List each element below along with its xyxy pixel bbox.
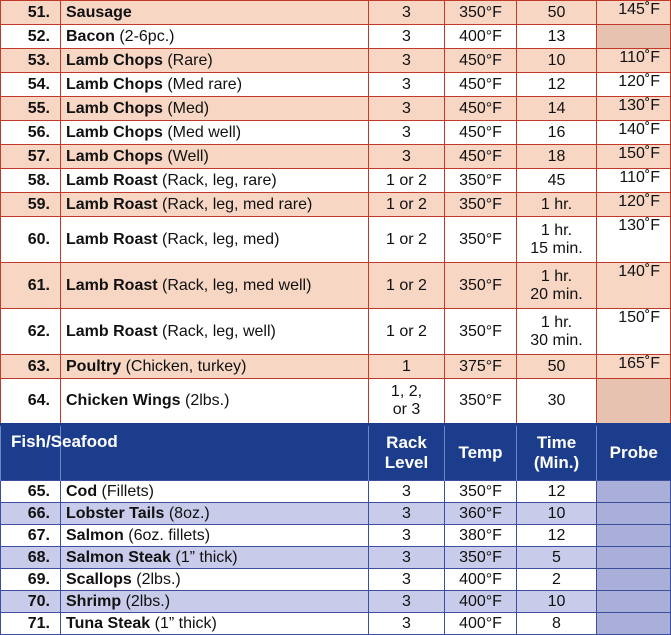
rack-level: 3 bbox=[369, 481, 445, 503]
table-row bbox=[1, 569, 671, 591]
row-number: 68. bbox=[1, 547, 61, 569]
temperature: 450°F bbox=[445, 73, 517, 97]
food-name: Chicken Wings (2lbs.) bbox=[61, 379, 369, 425]
temperature: 350°F bbox=[445, 547, 517, 569]
row-number: 54. bbox=[1, 73, 61, 97]
table-row bbox=[1, 97, 671, 121]
table-row bbox=[1, 1, 671, 25]
table-row bbox=[1, 263, 671, 309]
cook-time: 12 bbox=[517, 525, 597, 547]
probe-temp: 130˚F bbox=[597, 217, 671, 263]
food-name: Bacon (2-6pc.) bbox=[61, 25, 369, 49]
probe-cell bbox=[597, 503, 671, 525]
table-row bbox=[1, 613, 671, 635]
probe-temp bbox=[597, 25, 671, 49]
cook-time: 14 bbox=[517, 97, 597, 121]
temperature: 350°F bbox=[445, 217, 517, 263]
time-header: Time (Min.) bbox=[517, 425, 597, 481]
temperature: 380°F bbox=[445, 525, 517, 547]
food-name: Shrimp (2lbs.) bbox=[61, 591, 369, 613]
probe-temp: 130˚F bbox=[597, 97, 671, 121]
table-row bbox=[1, 547, 671, 569]
table-row bbox=[1, 591, 671, 613]
food-name: Lamb Roast (Rack, leg, rare) bbox=[61, 169, 369, 193]
probe-temp: 150˚F bbox=[597, 145, 671, 169]
cook-time: 10 bbox=[517, 503, 597, 525]
food-name: Lamb Chops (Well) bbox=[61, 145, 369, 169]
fish-seafood-header bbox=[1, 425, 671, 481]
cook-time: 50 bbox=[517, 355, 597, 379]
cook-time: 45 bbox=[517, 169, 597, 193]
cook-time: 1 hr. 30 min. bbox=[517, 309, 597, 355]
probe-cell bbox=[597, 481, 671, 503]
table-row bbox=[1, 169, 671, 193]
food-name: Lamb Chops (Rare) bbox=[61, 49, 369, 73]
cook-time: 2 bbox=[517, 569, 597, 591]
food-name: Sausage bbox=[61, 1, 369, 25]
table-row bbox=[1, 525, 671, 547]
probe-cell bbox=[597, 569, 671, 591]
food-name: Lobster Tails (8oz.) bbox=[61, 503, 369, 525]
probe-cell bbox=[597, 591, 671, 613]
row-number: 70. bbox=[1, 591, 61, 613]
rack-level: 3 bbox=[369, 25, 445, 49]
row-number: 63. bbox=[1, 355, 61, 379]
row-number: 53. bbox=[1, 49, 61, 73]
rack-level: 3 bbox=[369, 547, 445, 569]
food-name: Lamb Roast (Rack, leg, med rare) bbox=[61, 193, 369, 217]
rack-level: 3 bbox=[369, 1, 445, 25]
food-name: Lamb Roast (Rack, leg, med) bbox=[61, 217, 369, 263]
rack-level: 1 or 2 bbox=[369, 169, 445, 193]
temperature: 400°F bbox=[445, 591, 517, 613]
rack-level-header: Rack Level bbox=[369, 425, 445, 481]
probe-temp: 145˚F bbox=[597, 1, 671, 25]
temperature: 375°F bbox=[445, 355, 517, 379]
temp-header: Temp bbox=[445, 425, 517, 481]
probe-temp: 120˚F bbox=[597, 73, 671, 97]
temperature: 350°F bbox=[445, 169, 517, 193]
cook-time: 13 bbox=[517, 25, 597, 49]
temperature: 400°F bbox=[445, 613, 517, 635]
rack-level: 1 or 2 bbox=[369, 309, 445, 355]
temperature: 400°F bbox=[445, 569, 517, 591]
rack-level: 3 bbox=[369, 49, 445, 73]
probe-temp: 140˚F bbox=[597, 121, 671, 145]
probe-temp bbox=[597, 379, 671, 425]
table-row bbox=[1, 145, 671, 169]
row-number: 69. bbox=[1, 569, 61, 591]
table-row bbox=[1, 379, 671, 425]
cook-time: 12 bbox=[517, 481, 597, 503]
cook-time: 16 bbox=[517, 121, 597, 145]
table-row bbox=[1, 503, 671, 525]
food-name: Lamb Roast (Rack, leg, med well) bbox=[61, 263, 369, 309]
row-number: 55. bbox=[1, 97, 61, 121]
rack-level: 3 bbox=[369, 569, 445, 591]
temperature: 350°F bbox=[445, 1, 517, 25]
row-number: 67. bbox=[1, 525, 61, 547]
probe-temp: 110˚F bbox=[597, 49, 671, 73]
table-row bbox=[1, 121, 671, 145]
food-name: Scallops (2lbs.) bbox=[61, 569, 369, 591]
cook-time: 50 bbox=[517, 1, 597, 25]
temperature: 400°F bbox=[445, 25, 517, 49]
cook-time: 10 bbox=[517, 591, 597, 613]
table-row bbox=[1, 25, 671, 49]
temperature: 350°F bbox=[445, 309, 517, 355]
food-name: Salmon (6oz. fillets) bbox=[61, 525, 369, 547]
table-row bbox=[1, 73, 671, 97]
row-number: 52. bbox=[1, 25, 61, 49]
row-number: 57. bbox=[1, 145, 61, 169]
rack-level: 1 or 2 bbox=[369, 217, 445, 263]
cook-time: 1 hr. 15 min. bbox=[517, 217, 597, 263]
temperature: 360°F bbox=[445, 503, 517, 525]
temperature: 450°F bbox=[445, 49, 517, 73]
row-number: 66. bbox=[1, 503, 61, 525]
row-number: 71. bbox=[1, 613, 61, 635]
row-number: 61. bbox=[1, 263, 61, 309]
rack-level: 3 bbox=[369, 121, 445, 145]
probe-header: Probe bbox=[597, 425, 671, 481]
temperature: 350°F bbox=[445, 379, 517, 425]
table-row bbox=[1, 481, 671, 503]
rack-level: 1 or 2 bbox=[369, 193, 445, 217]
row-number: 62. bbox=[1, 309, 61, 355]
row-number: 60. bbox=[1, 217, 61, 263]
food-name: Lamb Chops (Med) bbox=[61, 97, 369, 121]
row-number: 64. bbox=[1, 379, 61, 425]
fish-section bbox=[1, 481, 671, 635]
food-name: Lamb Chops (Med rare) bbox=[61, 73, 369, 97]
probe-cell bbox=[597, 613, 671, 635]
row-number: 58. bbox=[1, 169, 61, 193]
cook-time: 1 hr. 20 min. bbox=[517, 263, 597, 309]
probe-temp: 165˚F bbox=[597, 355, 671, 379]
probe-temp: 120˚F bbox=[597, 193, 671, 217]
table-row bbox=[1, 217, 671, 263]
cook-time: 10 bbox=[517, 49, 597, 73]
meat-section bbox=[1, 1, 671, 425]
food-name: Salmon Steak (1” thick) bbox=[61, 547, 369, 569]
fish-seafood-title: Fish/Seafood bbox=[1, 425, 61, 481]
row-number: 51. bbox=[1, 1, 61, 25]
table-row bbox=[1, 355, 671, 379]
rack-level: 3 bbox=[369, 613, 445, 635]
temperature: 350°F bbox=[445, 481, 517, 503]
probe-temp: 110˚F bbox=[597, 169, 671, 193]
table-row bbox=[1, 309, 671, 355]
cook-time: 12 bbox=[517, 73, 597, 97]
food-name: Tuna Steak (1” thick) bbox=[61, 613, 369, 635]
rack-level: 1 bbox=[369, 355, 445, 379]
food-name: Lamb Chops (Med well) bbox=[61, 121, 369, 145]
rack-level: 3 bbox=[369, 503, 445, 525]
rack-level: 3 bbox=[369, 145, 445, 169]
table-row bbox=[1, 49, 671, 73]
food-name: Poultry (Chicken, turkey) bbox=[61, 355, 369, 379]
rack-level: 3 bbox=[369, 591, 445, 613]
rack-level: 3 bbox=[369, 73, 445, 97]
rack-level: 1, 2, or 3 bbox=[369, 379, 445, 425]
table-row bbox=[1, 193, 671, 217]
rack-level: 1 or 2 bbox=[369, 263, 445, 309]
cook-time: 30 bbox=[517, 379, 597, 425]
row-number: 56. bbox=[1, 121, 61, 145]
probe-cell bbox=[597, 547, 671, 569]
food-name: Cod (Fillets) bbox=[61, 481, 369, 503]
probe-temp: 150˚F bbox=[597, 309, 671, 355]
probe-temp: 140˚F bbox=[597, 263, 671, 309]
probe-cell bbox=[597, 525, 671, 547]
temperature: 450°F bbox=[445, 121, 517, 145]
row-number: 65. bbox=[1, 481, 61, 503]
rack-level: 3 bbox=[369, 525, 445, 547]
cook-time: 5 bbox=[517, 547, 597, 569]
temperature: 450°F bbox=[445, 145, 517, 169]
cook-time: 8 bbox=[517, 613, 597, 635]
temperature: 350°F bbox=[445, 193, 517, 217]
cook-time: 18 bbox=[517, 145, 597, 169]
food-name: Lamb Roast (Rack, leg, well) bbox=[61, 309, 369, 355]
cook-time: 1 hr. bbox=[517, 193, 597, 217]
row-number: 59. bbox=[1, 193, 61, 217]
rack-level: 3 bbox=[369, 97, 445, 121]
temperature: 450°F bbox=[445, 97, 517, 121]
temperature: 350°F bbox=[445, 263, 517, 309]
